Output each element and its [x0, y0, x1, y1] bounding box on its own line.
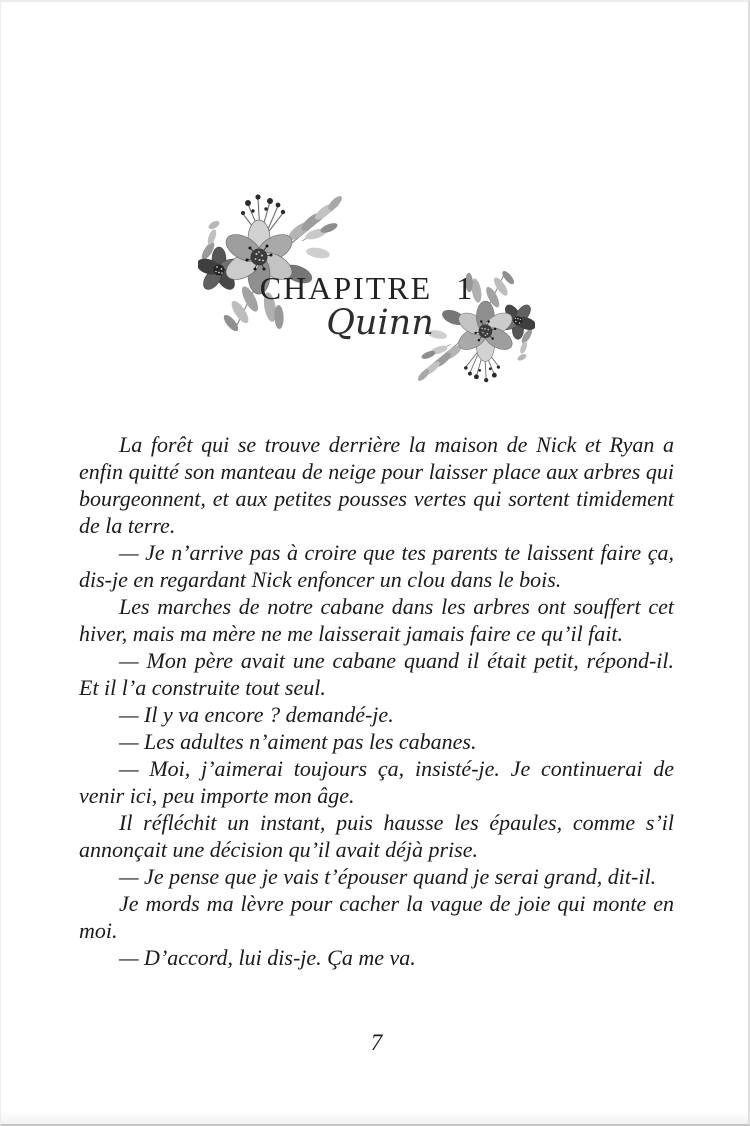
- paragraph-dialogue: — Les adultes n’aiment pas les cabanes.: [119, 729, 477, 754]
- paragraph-dialogue: — Moi, j’aimerai toujours ça, insisté-je. Je continuerai de venir ici, peu importe mon âge.: [79, 756, 674, 808]
- chapter-title: CHAPITRE 1: [259, 270, 475, 306]
- paragraph: La forêt qui se trouve derrière la maison de Nick et Ryan a enfin quitté son manteau de neige pour laisser place aux arbres qui bourgeonnent, et aux petites pousses vertes qui sortent timidement de la terre.: [79, 432, 674, 538]
- paragraph: Il réfléchit un instant, puis hausse les épaules, comme s’il annonçait une décision qu’il avait déjà prise.: [79, 810, 674, 862]
- paragraph-dialogue: — Je pense que je vais t’épouser quand je serai grand, dit-il.: [119, 864, 657, 889]
- page-number: 7: [370, 1030, 383, 1055]
- paragraph-dialogue: — Je n’arrive pas à croire que tes parents te laissent faire ça, dis-je en regardant Nick enfoncer un clou dans le bois.: [79, 540, 674, 592]
- paragraph: Je mords ma lèvre pour cacher la vague de joie qui monte en moi.: [79, 891, 674, 943]
- paragraph-dialogue: — Il y va encore ? demandé-je.: [119, 702, 394, 727]
- paragraph-dialogue: — Mon père avait une cabane quand il était petit, répond-il. Et il l’a construite tout seul.: [79, 648, 674, 700]
- paragraph-dialogue: — D’accord, lui dis-je. Ça me va.: [119, 945, 416, 970]
- body-text: [79, 431, 674, 971]
- chapter-subtitle: Quinn: [326, 303, 434, 343]
- paragraph: Les marches de notre cabane dans les arbres ont souffert cet hiver, mais ma mère ne me laisserait jamais faire ce qu’il fait.: [79, 594, 674, 646]
